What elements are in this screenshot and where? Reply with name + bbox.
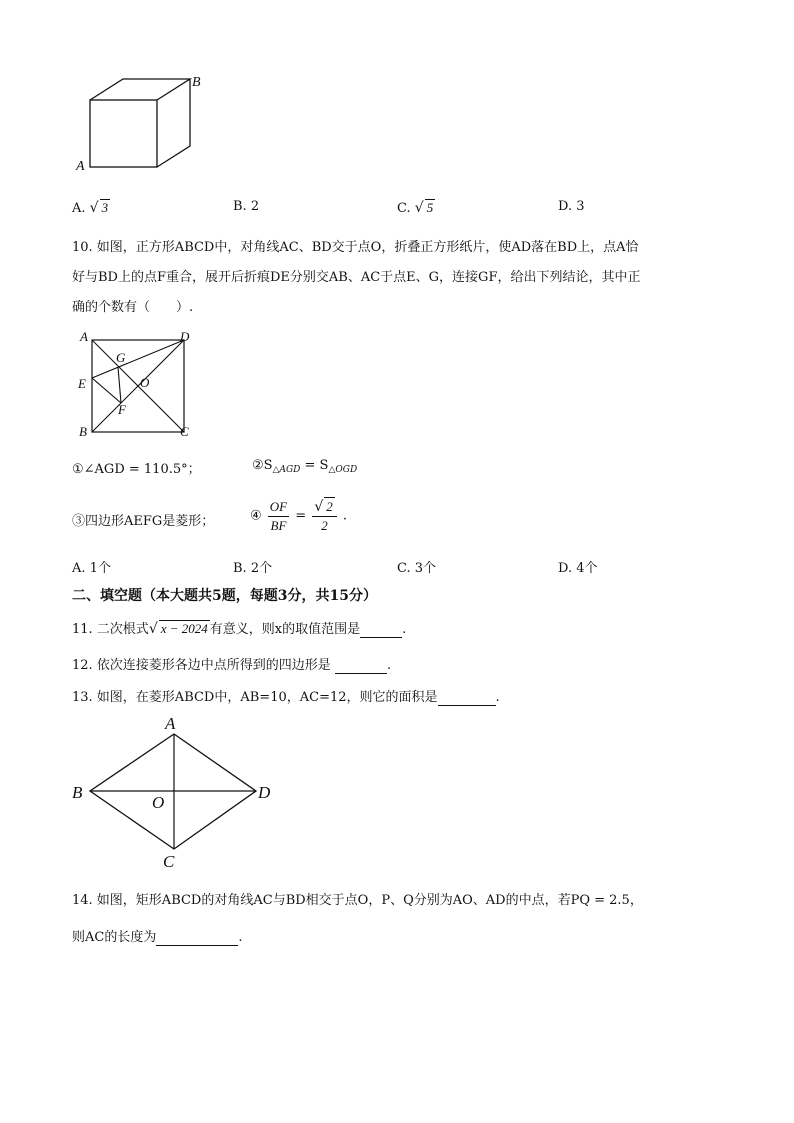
q12-text: 12. 依次连接菱形各边中点所得到的四边形是	[72, 658, 331, 673]
cube-label-b: B	[192, 75, 201, 90]
segment-ef	[92, 378, 121, 403]
section-2-heading: 二、填空题（本大题共5题，每题3分，共15分）	[72, 588, 377, 604]
sqrt-symbol: √	[414, 200, 424, 216]
q10-s2-sub1: △AGD	[272, 465, 301, 475]
q11-line	[72, 618, 406, 638]
q9-choice-c	[397, 199, 435, 216]
q10-s4-fraction-left	[268, 498, 289, 535]
q11-prefix: 11. 二次根式	[72, 622, 149, 637]
q10-line-1: 10. 如图，正方形ABCD中，对角线AC、BD交于点O，折叠正方形纸片，使AD落在BD上，点A恰	[72, 240, 639, 255]
q9-choice-a	[72, 199, 110, 216]
q13-end: .	[495, 690, 500, 705]
q10-statement-2	[252, 458, 357, 475]
q13-label-o: O	[152, 793, 165, 812]
q9-choice-b-label: B.	[233, 199, 247, 214]
q13-answer-blank[interactable]	[438, 690, 496, 706]
q13-line	[72, 686, 500, 706]
q10-statement-4	[250, 497, 347, 535]
q9-choice-a-value: 3	[101, 200, 109, 215]
q13-rhombus-figure	[70, 712, 280, 872]
q10-label-b: B	[79, 424, 87, 439]
q10-s4-rnum-wrap	[312, 497, 336, 517]
q9-choice-a-label: A.	[72, 201, 86, 216]
q10-s2-prefix: ②S	[252, 458, 273, 473]
q10-label-a: A	[80, 329, 88, 344]
q10-s2-sub2: △OGD	[328, 465, 358, 475]
q11-suffix: 有意义，则x的取值范围是	[209, 622, 361, 637]
q10-square-figure	[74, 326, 204, 441]
q9-choice-d	[558, 199, 585, 214]
q10-label-f: F	[118, 402, 126, 417]
q10-choice-c: C. 3个	[397, 561, 437, 576]
q10-s2-eq: = S	[300, 458, 329, 473]
q10-s4-fraction-right	[312, 497, 336, 535]
q10-statement-3: ③四边形AEFG是菱形；	[72, 514, 215, 529]
q9-choice-d-value: 3	[576, 199, 585, 214]
q10-choice-d: D. 4个	[558, 561, 598, 576]
q10-choice-b: B. 2个	[233, 561, 273, 576]
q13-label-d: D	[258, 783, 271, 802]
q11-radicand: x − 2024	[160, 621, 208, 636]
q10-s4-eq: =	[295, 508, 307, 524]
sqrt-symbol: √	[314, 499, 324, 515]
q10-label-c: C	[180, 424, 189, 439]
q11-end: .	[402, 622, 407, 637]
q14-line-2	[72, 926, 242, 946]
q9-choice-c-label: C.	[397, 201, 411, 216]
cube-top-face	[90, 79, 190, 100]
q14-line-2-text: 则AC的长度为	[72, 930, 157, 945]
q10-s4-den: BF	[270, 517, 287, 533]
q10-choice-a: A. 1个	[72, 561, 111, 576]
q9-choice-b-value: 2	[250, 199, 260, 214]
q10-label-e: E	[78, 376, 86, 391]
fold-de	[92, 340, 184, 378]
q10-s4-prefix: ④	[250, 508, 262, 524]
q10-label-g: G	[116, 350, 126, 365]
q9-choice-c-value: 5	[426, 200, 434, 215]
q13-label-a: A	[165, 714, 176, 733]
segment-gf	[118, 367, 121, 403]
q9-choice-b	[233, 199, 259, 214]
sqrt-symbol: √	[148, 621, 158, 637]
sqrt-symbol: √	[89, 200, 99, 216]
q14-end: .	[238, 930, 243, 945]
cube-figure	[70, 70, 220, 180]
q10-s4-rnum: 2	[326, 499, 333, 514]
q10-s4-rden: 2	[321, 518, 328, 533]
q9-choice-d-label: D.	[558, 199, 573, 214]
cube-label-a: A	[76, 159, 85, 174]
q10-line-3: 确的个数有（ ）.	[72, 300, 194, 315]
q10-line-2: 好与BD上的点F重合，展开后折痕DE分别交AB、AC于点E、G，连接GF，给出下列结论，其中正	[72, 270, 641, 285]
q12-line	[72, 654, 391, 674]
q12-answer-blank[interactable]	[335, 658, 387, 674]
q10-statement-1: ①∠AGD = 110.5°；	[72, 462, 201, 477]
q13-text: 13. 如图，在菱形ABCD中，AB=10，AC=12，则它的面积是	[72, 690, 438, 705]
q10-label-o: O	[140, 375, 150, 390]
q12-end: .	[386, 658, 392, 673]
q10-label-d: D	[180, 329, 190, 344]
cube-front-face	[90, 100, 157, 167]
q13-label-c: C	[163, 852, 175, 871]
q11-answer-blank[interactable]	[360, 622, 402, 638]
cube-side-face	[157, 79, 190, 167]
q10-s4-end: .	[342, 508, 348, 524]
q10-s4-num: OF	[268, 498, 289, 517]
q14-line-1: 14. 如图，矩形ABCD的对角线AC与BD相交于点O，P、Q分别为AO、AD的中点，若PQ = 2.5，	[72, 893, 643, 908]
q13-label-b: B	[72, 783, 83, 802]
q14-answer-blank[interactable]	[156, 930, 238, 946]
